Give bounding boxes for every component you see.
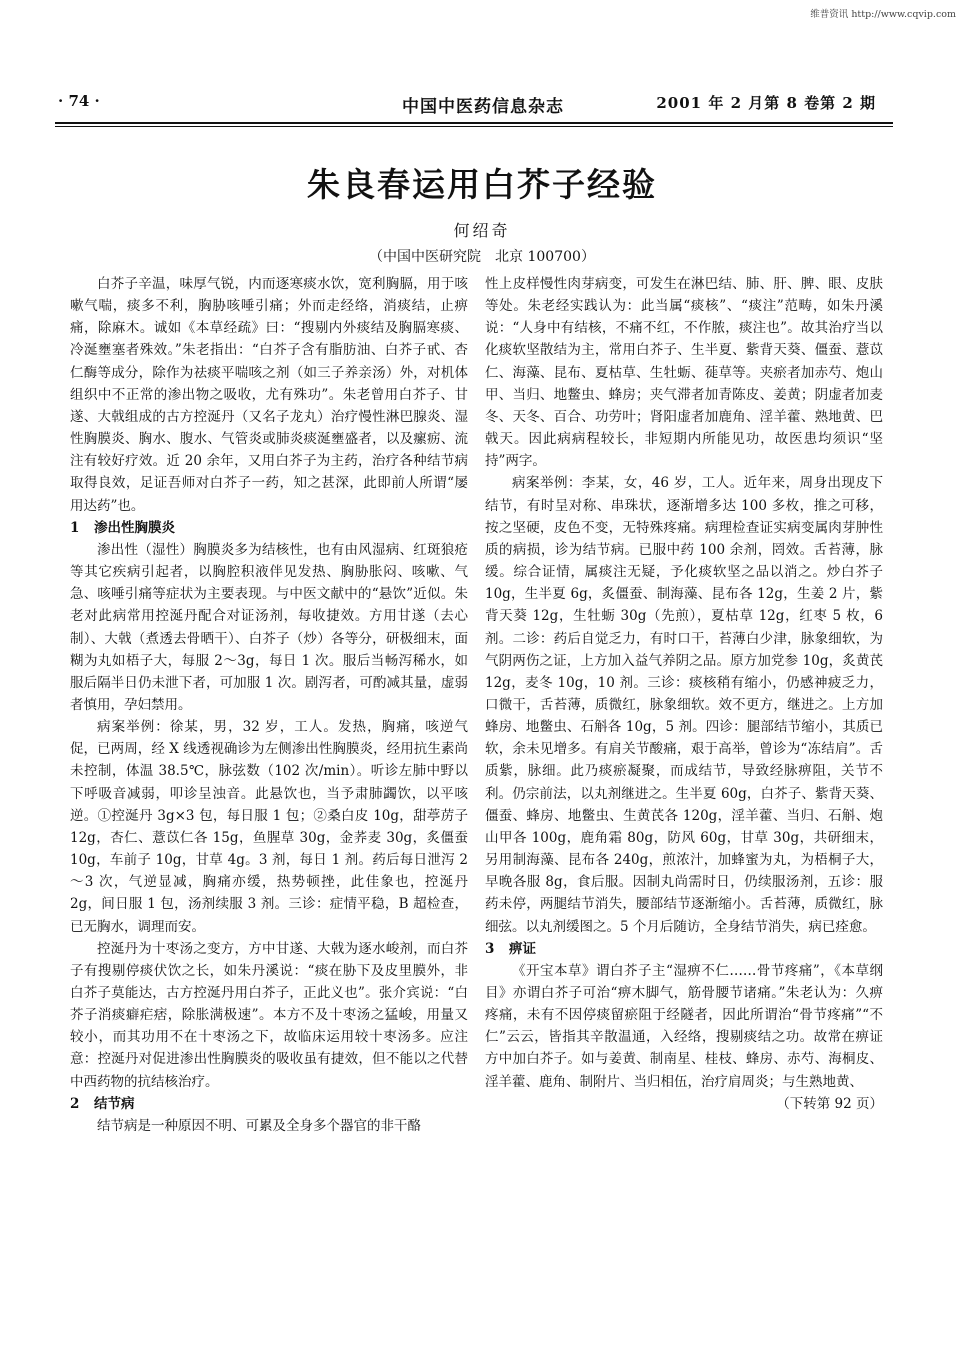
section-title: 痹证 bbox=[509, 940, 536, 957]
body-paragraph: 渗出性（湿性）胸膜炎多为结核性，也有由风湿病、红斑狼疮等其它疾病引起者，以胸腔积液伴见发热、胸胁胀闷、咳嗽、气急、咳唾引痛等症状为主要表现。与中医文献中的“悬饮”近似。朱老对此病常用控涎丹配合对证汤剂，每收捷效。方用甘遂（去心制）、大戟（煮透去骨晒干）、白芥子（炒）各等分，研极细末，面糊为丸如梧子大，每服 2～3g，每日 1 次。服后当畅泻稀水，如服后隔半日仍未泄下者，可加服 1 次。剧泻者，可酌减其量，虚弱者慎用，孕妇禁用。 bbox=[70, 541, 468, 713]
left-column bbox=[70, 273, 468, 1137]
section-number: 3 bbox=[485, 940, 495, 957]
affiliation: （中国中医研究院 北京 100700） bbox=[369, 249, 595, 265]
section-number: 2 bbox=[70, 1095, 80, 1112]
section-title: 渗出性胸膜炎 bbox=[94, 519, 175, 536]
right-column bbox=[485, 273, 883, 1115]
section-heading-3 bbox=[485, 938, 883, 960]
body-paragraph bbox=[485, 960, 883, 1112]
section-title: 结节病 bbox=[94, 1095, 135, 1112]
body-paragraph: 控涎丹为十枣汤之变方，方中甘遂、大戟为逐水峻剂，而白芥子有搜剔停痰伏饮之长，如朱丹溪说：“痰在胁下及皮里膜外，非白芥子莫能达，古方控涎丹用白芥子，正此义也”。张介宾说：“白芥子消痰癖疟痞，除胀满极速”。本方不及十枣汤之猛峻，用量又较小，而其功用不在十枣汤之下，故临床运用较十枣汤多。应注意：控涎丹对促进渗出性胸膜炎的吸收虽有捷效，但不能以之代替中西药物的抗结核治疗。 bbox=[70, 940, 468, 1090]
article-title: 朱良春运用白芥子经验 bbox=[307, 165, 657, 204]
section-heading-1 bbox=[70, 517, 468, 539]
section-number: 1 bbox=[70, 519, 80, 536]
case-paragraph: 病案举例：徐某，男，32 岁，工人。发热，胸痛，咳逆气促，已两周，经 X 线透视确诊为左侧渗出性胸膜炎，经用抗生素尚未控制，体温 38.5℃，脉弦数（102 次/min）。听诊左肺中野以下呼吸音减弱，叩诊呈浊音。此悬饮也，当予肃肺蠲饮，以平咳逆。①控涎丹 3g×3 包，每日服 1 包；②桑白皮 10g，甜葶苈子 12g，杏仁、薏苡仁各 15g，鱼腥草 30g，金荞麦 30g，炙僵蚕 10g，车前子 10g，甘草 4g。3 剂，每日 1 剂。药后每日泄泻 2～3 次，气逆显减，胸痛亦缓，热势顿挫，此佳象也，控涎丹 2g，间日服 1 包，汤剂续服 3 剂。三诊：症情平稳，B 超检查，已无胸水，调理而安。 bbox=[70, 719, 468, 935]
header-rule-thick bbox=[55, 122, 893, 124]
body-paragraph-continued: 性上皮样慢性肉芽病变，可发生在淋巴结、肺、肝、脾、眼、皮肤等处。朱老经实践认为：此当属“痰核”、“痰注”范畴，如朱丹溪说：“人身中有结核，不痛不红，不作脓，痰注也”。故其治疗当以化痰软坚散结为主，常用白芥子、生半夏、紫背天葵、僵蚕、薏苡仁、海藻、昆布、夏枯草、生牡蛎、蓰草等。夹瘀者加赤芍、炮山甲、当归、地鳖虫、蜂房；夹气滞者加青陈皮、姜黄；阴虚者加麦冬、天冬、百合、功劳叶；肾阳虚者加鹿角、淫羊藿、熟地黄、巴戟天。因此病病程较长，非短期内所能见功，故医患均须识“坚持”两字。 bbox=[485, 276, 883, 470]
journal-name: 中国中医药信息杂志 bbox=[402, 97, 564, 117]
continued-note: （下转第 92 页） bbox=[776, 1095, 883, 1112]
watermark: 维普资讯 http://www.cqvip.com bbox=[810, 9, 956, 20]
intro-paragraph: 白芥子辛温，味厚气锐，内而逐寒痰水饮，宽利胸膈，用于咳嗽气喘，痰多不利，胸胁咳唾引痛；外而走经络，消痰结，止痹痛，除麻木。诚如《本草经疏》曰：“搜剔内外痰结及胸膈寒痰、冷涎壅塞者殊效。”朱老指出：“白芥子含有脂肪油、白芥子甙、杏仁酶等成分，除作为祛痰平喘咳之剂（如三子养亲汤）外，对机体组织中不正常的渗出物之吸收，尤有殊功”。朱老曾用白芥子、甘遂、大戟组成的古方控涎丹（又名子龙丸）治疗慢性淋巴腺炎、湿性胸膜炎、胸水、腹水、气管炎或肺炎痰涎壅盛者，以及瘰疬、流注有较好疗效。近 20 余年，又用白芥子为主药，治疗各种结节病取得良效，足证吾师对白芥子一药，知之甚深，此即前人所谓“屡用达药”也。 bbox=[70, 276, 468, 514]
case-paragraph: 病案举例：李某，女，46 岁，工人。近年来，周身出现皮下结节，有时呈对称、串珠状，逐渐增多达 100 多枚，推之可移，按之坚硬，皮色不变，无特殊疼痛。病理检查证实病变属肉芽肿性质的病损，诊为结节病。已服中药 100 余剂，罔效。舌苔薄，脉缓。综合证情，属痰注无疑，予化痰软坚之品以消之。炒白芥子 10g，生半夏 6g，炙僵蚕、制海藻、昆布各 12g，生姜 2 片，紫背天葵 12g，生牡蛎 30g（先煎），夏枯草 12g，红枣 5 枚，6 剂。二诊：药后自觉乏力，有时口干，苔薄白少津，脉象细软，为气阴两伤之证，上方加入益气养阴之品。原方加党参 10g，炙黄芪 12g，麦冬 10g，10 剂。三诊：痰核稍有缩小，仍感神疲乏力，口微干，舌苔薄，质微红，脉象细软。效不更方，继进之。上方加蜂房、地鳖虫、石斛各 10g，5 剂。四诊：腿部结节缩小，其质已软，余未见增多。有肩关节酸痛，艰于高举，曾诊为“冻结肩”。舌质紫，脉细。此乃痰瘀凝聚，而成结节，导致经脉痹阻，关节不利。仍宗前法，以丸剂继进之。生半夏 60g，白芥子、紫背天葵、僵蚕、蜂房、地鳖虫、生黄芪各 120g，淫羊藿、当归、石斛、炮山甲各 100g，鹿角霜 80g，防风 60g，甘草 30g，共研细末，另用制海藻、昆布各 240g，煎浓汁，加蜂蜜为丸，为梧桐子大，早晚各服 8g，食后服。因制丸尚需时日，仍续服汤剂，五诊：服药未停，两腿结节消失，腰部结节逐渐缩小。舌苔薄，质微红，脉细弦。以丸剂缓图之。5 个月后随访，全身结节消失，病已痊愈。 bbox=[485, 475, 883, 935]
issue-info: 2001 年 2 月第 8 卷第 2 期 bbox=[656, 94, 876, 112]
author: 何绍奇 bbox=[453, 221, 511, 240]
section-heading-2 bbox=[70, 1093, 468, 1115]
header-rule-thin bbox=[55, 126, 893, 127]
page-number: · 74 · bbox=[58, 92, 100, 110]
body-paragraph: 结节病是一种原因不明、可累及全身多个器官的非干酪 bbox=[97, 1117, 421, 1134]
section3-text: 《开宝本草》谓白芥子主“湿痹不仁……骨节疼痛”，《本草纲目》亦谓白芥子可治“痹木脚气，筋骨腰节诸痛。”朱老认为：久痹疼痛，未有不因停痰留瘀阻于经隧者，因此所谓治“骨节疼痛”“不仁”云云，皆指其辛散温通，入经络，搜剔痰结之功。故常在痹证方中加白芥子。如与姜黄、制南星、桂枝、蜂房、赤芍、海桐皮、淫羊藿、鹿角、制附片、当归相伍，治疗肩周炎；与生熟地黄、 bbox=[485, 962, 883, 1090]
